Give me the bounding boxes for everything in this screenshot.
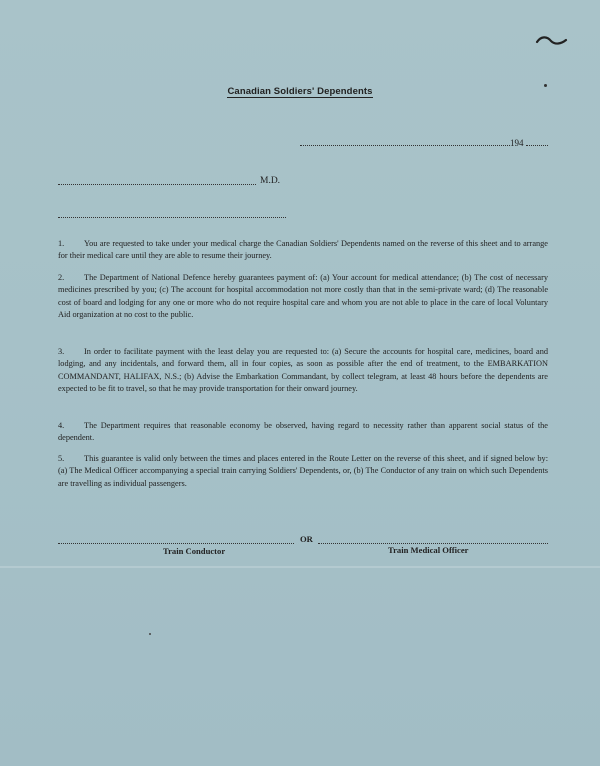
paragraph-text: The Department of National Defence hereby guarantees payment of: (a) Your account for medical attendance; (b) The cost of necessary medicines prescribed by you; (c) The account for hospital accommodation not more costly than that in the semi-private ward; (d) The reasonable cost of board and lodging for any one or more who do not require hospital care and whom you are not able to place in the care of local Voluntary Aid organization at no cost to the public.: [58, 273, 548, 320]
paragraph-5: [58, 453, 548, 490]
train-conductor-label: Train Conductor: [163, 546, 226, 556]
train-medical-officer-signature-line: [318, 543, 548, 544]
paragraph-2: [58, 272, 548, 322]
or-label: OR: [300, 534, 313, 544]
paper-fold: [0, 566, 600, 568]
train-conductor-signature-line: [58, 543, 294, 544]
paragraph-1: [58, 238, 548, 263]
paragraph-number: 3.: [58, 347, 65, 356]
date-suffix: 194: [510, 138, 524, 148]
paragraph-text: You are requested to take under your medical charge the Canadian Soldiers' Dependents named on the reverse of this sheet and to arrange for their medical care until they are able to resume their journey.: [58, 239, 548, 261]
paragraph-number: 5.: [58, 454, 65, 463]
date-line: [300, 145, 510, 146]
address-line: [58, 217, 286, 218]
paragraph-number: 1.: [58, 239, 65, 248]
physician-name-line: [58, 184, 256, 185]
pen-mark: [535, 34, 569, 48]
date-year-line: [526, 145, 548, 146]
document-title: Canadian Soldiers' Dependents: [227, 86, 373, 97]
paragraph-text: This guarantee is valid only between the times and places entered in the Route Letter on the reverse of this sheet, and if signed below by: (a) The Medical Officer accompanying a special train carrying Soldiers' Dependents, or, (b) The Conductor of any train on which such Dependents are travelling as individual passengers.: [58, 454, 548, 488]
md-label: M.D.: [260, 176, 281, 186]
paragraph-text: In order to facilitate payment with the least delay you are requested to: (a) Secure the accounts for hospital care, medicines, board and lodging, and any incidentals, and forward them, all in four copies, as soon as possible after the end of treatment, to the EMBARKATION COMMANDANT, HALIFAX, N.S.; (b) Advise the Embarkation Commandant, by collect telegram, at least 48 hours before the dependents are expected to be fit to travel, so that he may provide transportation for their onward journey.: [58, 347, 548, 394]
ink-dot: [149, 633, 151, 635]
train-medical-officer-label: Train Medical Officer: [388, 545, 469, 555]
paragraph-number: 2.: [58, 273, 65, 282]
paragraph-number: 4.: [58, 421, 65, 430]
paragraph-text: The Department requires that reasonable economy be observed, having regard to necessity rather than apparent social status of the dependent.: [58, 421, 548, 443]
paragraph-4: [58, 420, 548, 445]
paragraph-3: [58, 346, 548, 396]
